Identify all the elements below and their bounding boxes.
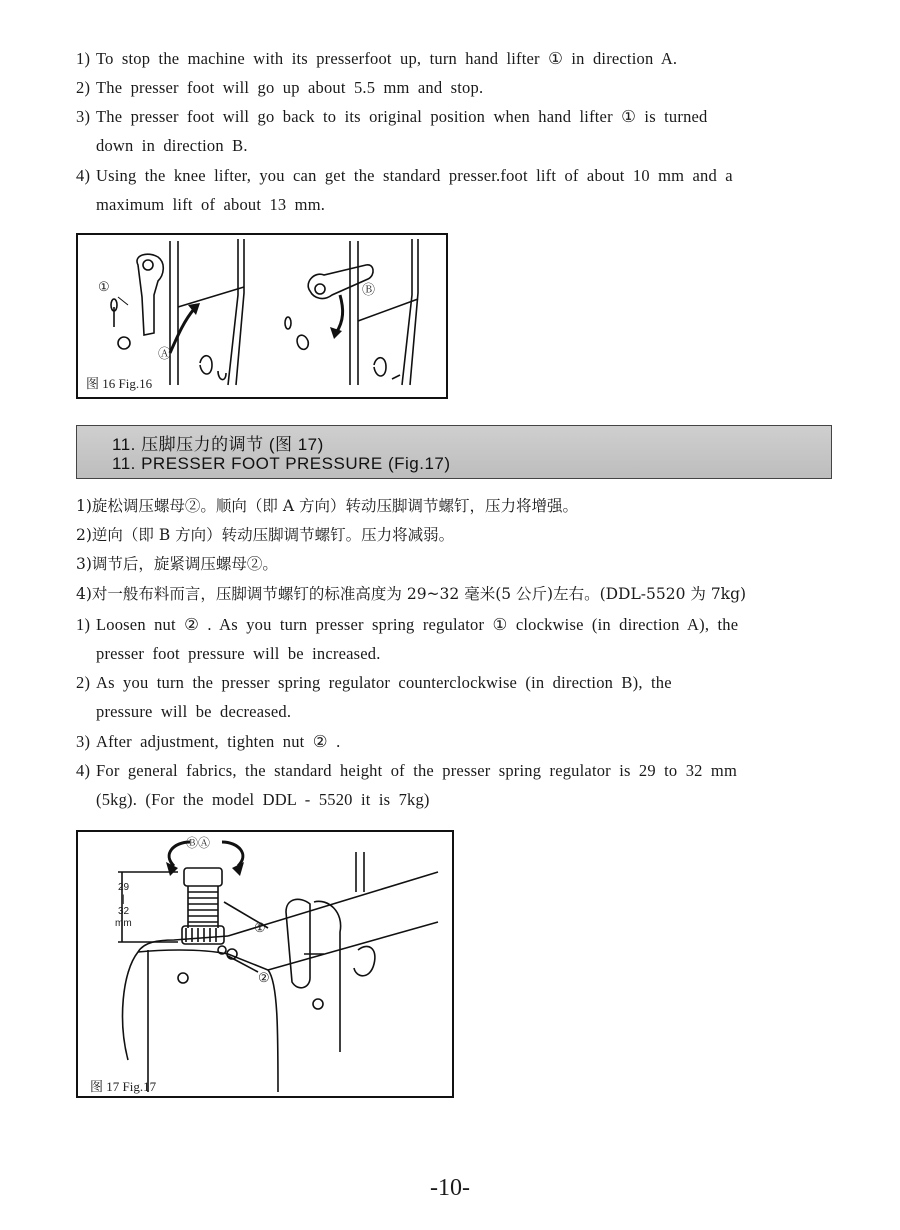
- cn-step: 4)对一般布料而言，压脚调节螺钉的标准高度为 29~32 毫米(5 公斤)左右。(DDL-5520 为 7kg): [76, 585, 747, 603]
- intro-step: 4) Using the knee lifter, you can get the standard presser.foot lift of about 10 mm and a maximum lift of about 13 mm.: [76, 166, 733, 214]
- cn-step: 1)旋松调压螺母②。顺向（即 A 方向）转动压脚调节螺钉，压力将增强。: [76, 497, 578, 515]
- presser-regulator-illustration: [78, 832, 452, 1096]
- figure-17: [76, 830, 454, 1098]
- dimension-unit: mm: [115, 918, 132, 929]
- cn-step: 3)调节后，旋紧调压螺母②。: [76, 555, 278, 573]
- en-step: 2) As you turn the presser spring regulator counterclockwise (in direction B), the pressure will be decreased.: [76, 673, 672, 721]
- label-direction-ba: ⒷⒶ: [186, 836, 211, 850]
- en-step: 4) For general fabrics, the standard height of the presser spring regulator is 29 to 32 mm (5kg). (For the model DDL - 5520 it is 7kg): [76, 761, 738, 809]
- figure-17-caption: 图 17 Fig.17: [90, 1079, 157, 1094]
- figure-16-caption: 图 16 Fig.16: [86, 376, 153, 391]
- intro-step: 2) The presser foot will go up about 5.5 mm and stop.: [76, 78, 484, 97]
- section-title-cn: 11. 压脚压力的调节 (图 17): [112, 435, 324, 454]
- dimension-dash: |: [122, 894, 125, 905]
- section-header: [76, 425, 832, 479]
- figure-16: [76, 233, 448, 399]
- en-step: 3) After adjustment, tighten nut ② .: [76, 732, 341, 751]
- label-hand-lifter-1: ①: [98, 279, 110, 294]
- cn-step: 2)逆向（即 B 方向）转动压脚调节螺钉。压力将减弱。: [76, 526, 455, 544]
- page-number: -10-: [430, 1175, 470, 1201]
- label-direction-a: Ⓐ: [158, 346, 172, 361]
- label-direction-b: Ⓑ: [362, 282, 376, 297]
- intro-step: 3) The presser foot will go back to its original position when hand lifter ① is turned down in direction B.: [76, 107, 708, 155]
- dimension-top: 29: [118, 882, 130, 893]
- dimension-bottom: 32: [118, 906, 130, 917]
- label-regulator-1: ①: [254, 920, 266, 935]
- intro-step: 1) To stop the machine with its presserfoot up, turn hand lifter ① in direction A.: [76, 49, 678, 68]
- en-step: 1) Loosen nut ② . As you turn presser spring regulator ① clockwise (in direction A), the presser foot pressure will be increased.: [76, 615, 739, 663]
- label-nut-2: ②: [258, 970, 270, 985]
- section-title-en: 11. PRESSER FOOT PRESSURE (Fig.17): [112, 454, 451, 473]
